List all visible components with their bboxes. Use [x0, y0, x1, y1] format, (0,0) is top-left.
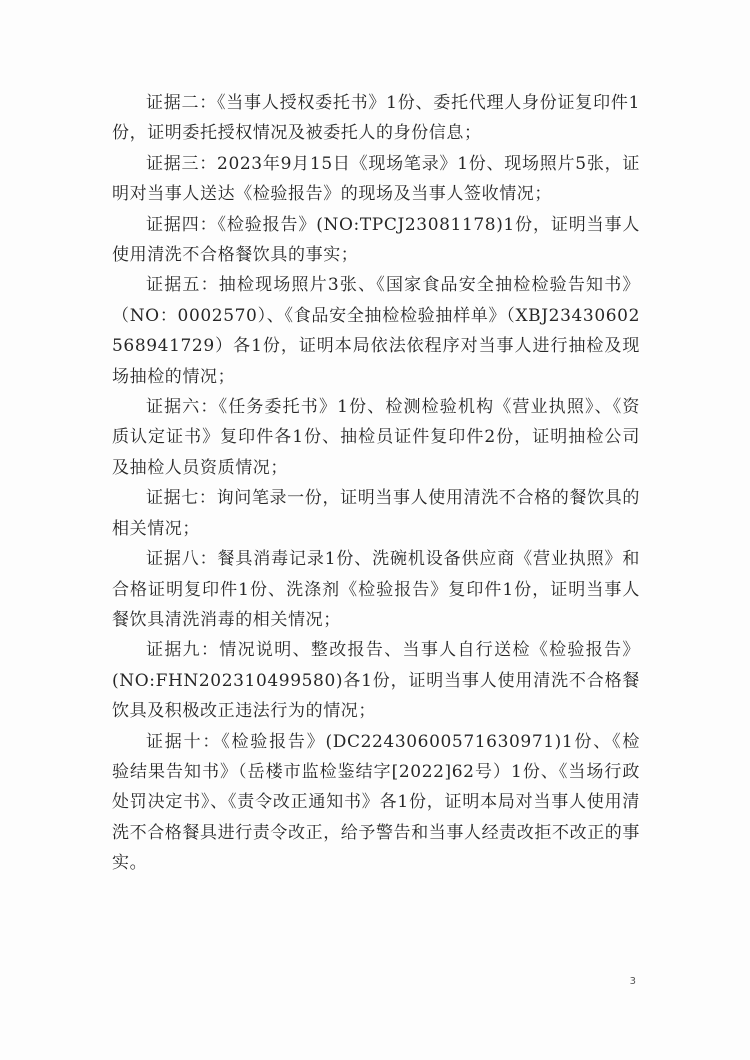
evidence-paragraph-10: 证据十：《检验报告》(DC22430600571630971)1份、《检验结果告知书》（岳楼市监检鉴结字[2022]62号）1份、《当场行政处罚决定书》、《责令改正通知书》各1份，证明本局对当事人使用清洗不合格餐具进行责令改正，给予警告和当事人经责改拒不改正的事实。 — [112, 731, 640, 874]
evidence-paragraph-5: 证据五：抽检现场照片3张、《国家食品安全抽检检验告知书》（NO：0002570）、《食品安全抽检检验抽样单》（XBJ23430602568941729）各1份，证明本局依法依程序对当事人进行抽检及现场抽检的情况； — [112, 275, 640, 387]
evidence-paragraph-3: 证据三：2023年9月15日《现场笔录》1份、现场照片5张，证明对当事人送达《检验报告》的现场及当事人签收情况； — [112, 153, 640, 205]
evidence-paragraph-9: 证据九：情况说明、整改报告、当事人自行送检《检验报告》(NO:FHN202310499580)各1份，证明当事人使用清洗不合格餐饮具及积极改正违法行为的情况； — [112, 640, 640, 722]
evidence-paragraph-2: 证据二：《当事人授权委托书》1份、委托代理人身份证复印件1份，证明委托授权情况及被委托人的身份信息； — [112, 93, 640, 144]
page-number: 3 — [629, 976, 636, 987]
evidence-paragraph-4: 证据四：《检验报告》(NO:TPCJ23081178)1份，证明当事人使用清洗不合格餐饮具的事实； — [112, 214, 640, 266]
evidence-paragraph-7: 证据七：询问笔录一份，证明当事人使用清洗不合格的餐饮具的相关情况； — [112, 488, 640, 539]
evidence-paragraph-8: 证据八：餐具消毒记录1份、洗碗机设备供应商《营业执照》和合格证明复印件1份、洗涤剂《检验报告》复印件1份，证明当事人餐饮具清洗消毒的相关情况； — [112, 549, 640, 630]
evidence-paragraph-6: 证据六：《任务委托书》1份、检测检验机构《营业执照》、《资质认定证书》复印件各1份、抽检员证件复印件2份，证明抽检公司及抽检人员资质情况； — [112, 397, 640, 478]
document-body — [112, 88, 640, 879]
